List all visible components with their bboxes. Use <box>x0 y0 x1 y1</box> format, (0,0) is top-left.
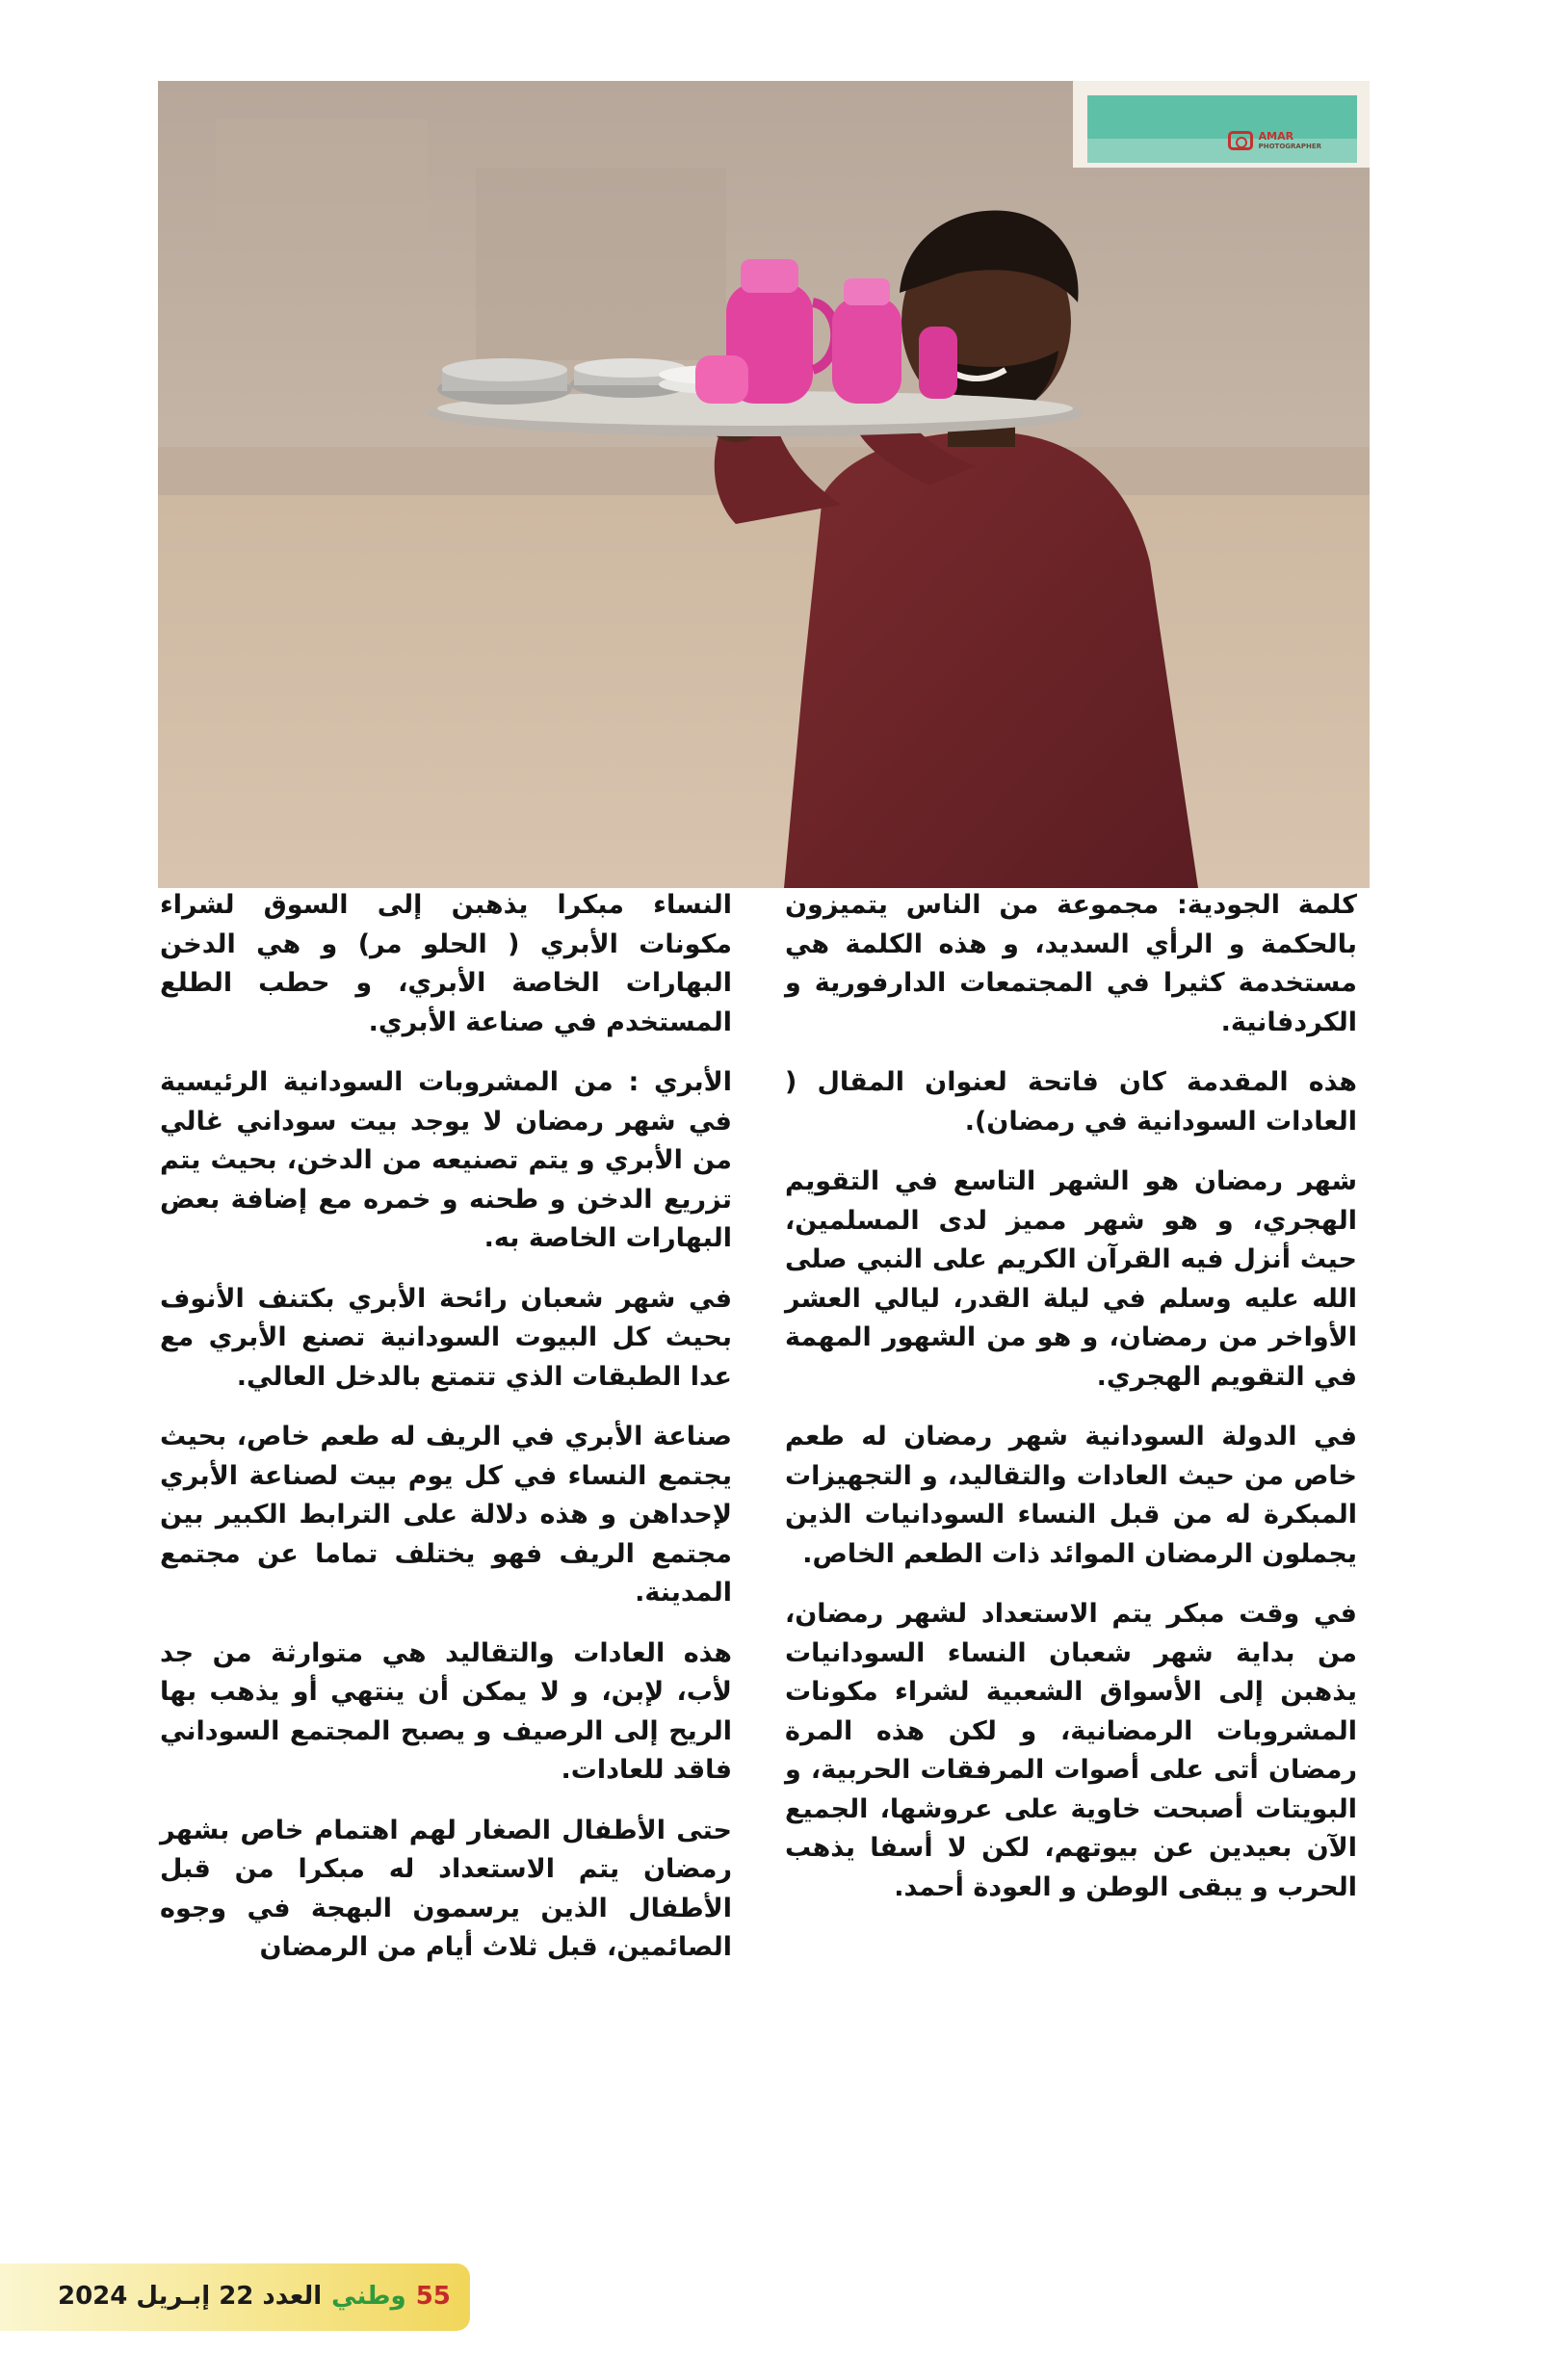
hero-photo <box>158 81 1370 888</box>
paragraph: في شهر شعبان رائحة الأبري بكتنف الأنوف بحيث كل البيوت السودانية تصنع الأبري مع عدا الطبقات الذي تتمتع بالدخل العالي. <box>160 1283 732 1392</box>
magazine-name: وطني <box>331 2282 406 2311</box>
paragraph: حتى الأطفال الصغار لهم اهتمام خاص بشهر رمضان يتم الاستعداد له مبكرا من قبل الأطفال الذين يرسمون البهجة في وجوه الصائمين، قبل ثلاث أيام من الرمضان <box>160 1815 732 1962</box>
paragraph: هذه المقدمة كان فاتحة لعنوان المقال ( العادات السودانية في رمضان). <box>785 1067 1357 1137</box>
page-footer <box>58 2277 451 2315</box>
paragraph: كلمة الجودية: مجموعة من الناس يتميزون بالحكمة و الرأي السديد، و هذه الكلمة هي مستخدمة كثيرا في المجتمعات الدارفورية و الكردفانية. <box>785 890 1357 1037</box>
paragraph: شهر رمضان هو الشهر التاسع في التقويم الهجري، و هو شهر مميز لدى المسلمين، حيث أنزل فيه القرآن الكريم على النبي صلى الله عليه وسلم في ليلة القدر، ليالي العشر الأواخر من رمضان، و هو من الشهور المهمة في التقويم الهجري. <box>785 1166 1357 1392</box>
article-column-left <box>160 886 732 1989</box>
paragraph: الأبري : من المشروبات السودانية الرئيسية في شهر رمضان لا يوجد بيت سوداني غالي من الأبري و يتم تصنيعه من الدخن، بحيث يتم تزريع الدخن و طحنه و خمره مع إضافة بعض البهارات الخاصة به. <box>160 1067 732 1253</box>
page-number: 55 <box>415 2282 451 2311</box>
paragraph: في الدولة السودانية شهر رمضان له طعم خاص من حيث العادات والتقاليد، و التجهيزات المبكرة له من قبل النساء السودانيات الذين يجملون الرمضان الموائد ذات الطعم الخاص. <box>785 1422 1357 1569</box>
camera-icon <box>1228 131 1253 150</box>
paragraph: في وقت مبكر يتم الاستعداد لشهر رمضان، من بداية شهر شعبان النساء السودانيات يذهبن إلى الأسواق الشعبية لشراء مكونات المشروبات الرمضانية، و لكن هذه المرة رمضان أتى على أصوات المرفقات الحربية، و البويتات أصبحت خاوية على عروشها، الجميع الآن بعيدين عن بيوتهم، لكن لا أسفا يذهب الحرب و يبقى الوطن و العودة أحمد. <box>785 1599 1357 1902</box>
paragraph: هذه العادات والتقاليد هي متوارثة من جد لأب، لإبن، و لا يمكن أن ينتهي أو يذهب بها الريح إلى الرصيف و يصبح المجتمع السوداني فاقد للعادات. <box>160 1637 732 1785</box>
issue-info: العدد 22 إبـريل 2024 <box>58 2282 323 2311</box>
watermark-name: AMAR <box>1258 130 1294 143</box>
paragraph: صناعة الأبري في الريف له طعم خاص، بحيث يجتمع النساء في كل يوم بيت لصناعة الأبري لإحداهن و هذه دلالة على الترابط الكبير بين مجتمع الريف فهو يختلف تماما عن مجتمع المدينة. <box>160 1422 732 1608</box>
watermark-subtitle: PHOTOGRAPHER <box>1258 143 1321 150</box>
paragraph: النساء مبكرا يذهبن إلى السوق لشراء مكونات الأبري ( الحلو مر) و هي الدخن البهارات الخاصة الأبري، و حطب الطلع المستخدم في صناعة الأبري. <box>160 890 732 1037</box>
photo-illustration <box>158 81 1370 888</box>
photographer-watermark <box>1228 131 1321 150</box>
article-column-right <box>785 886 1357 1928</box>
